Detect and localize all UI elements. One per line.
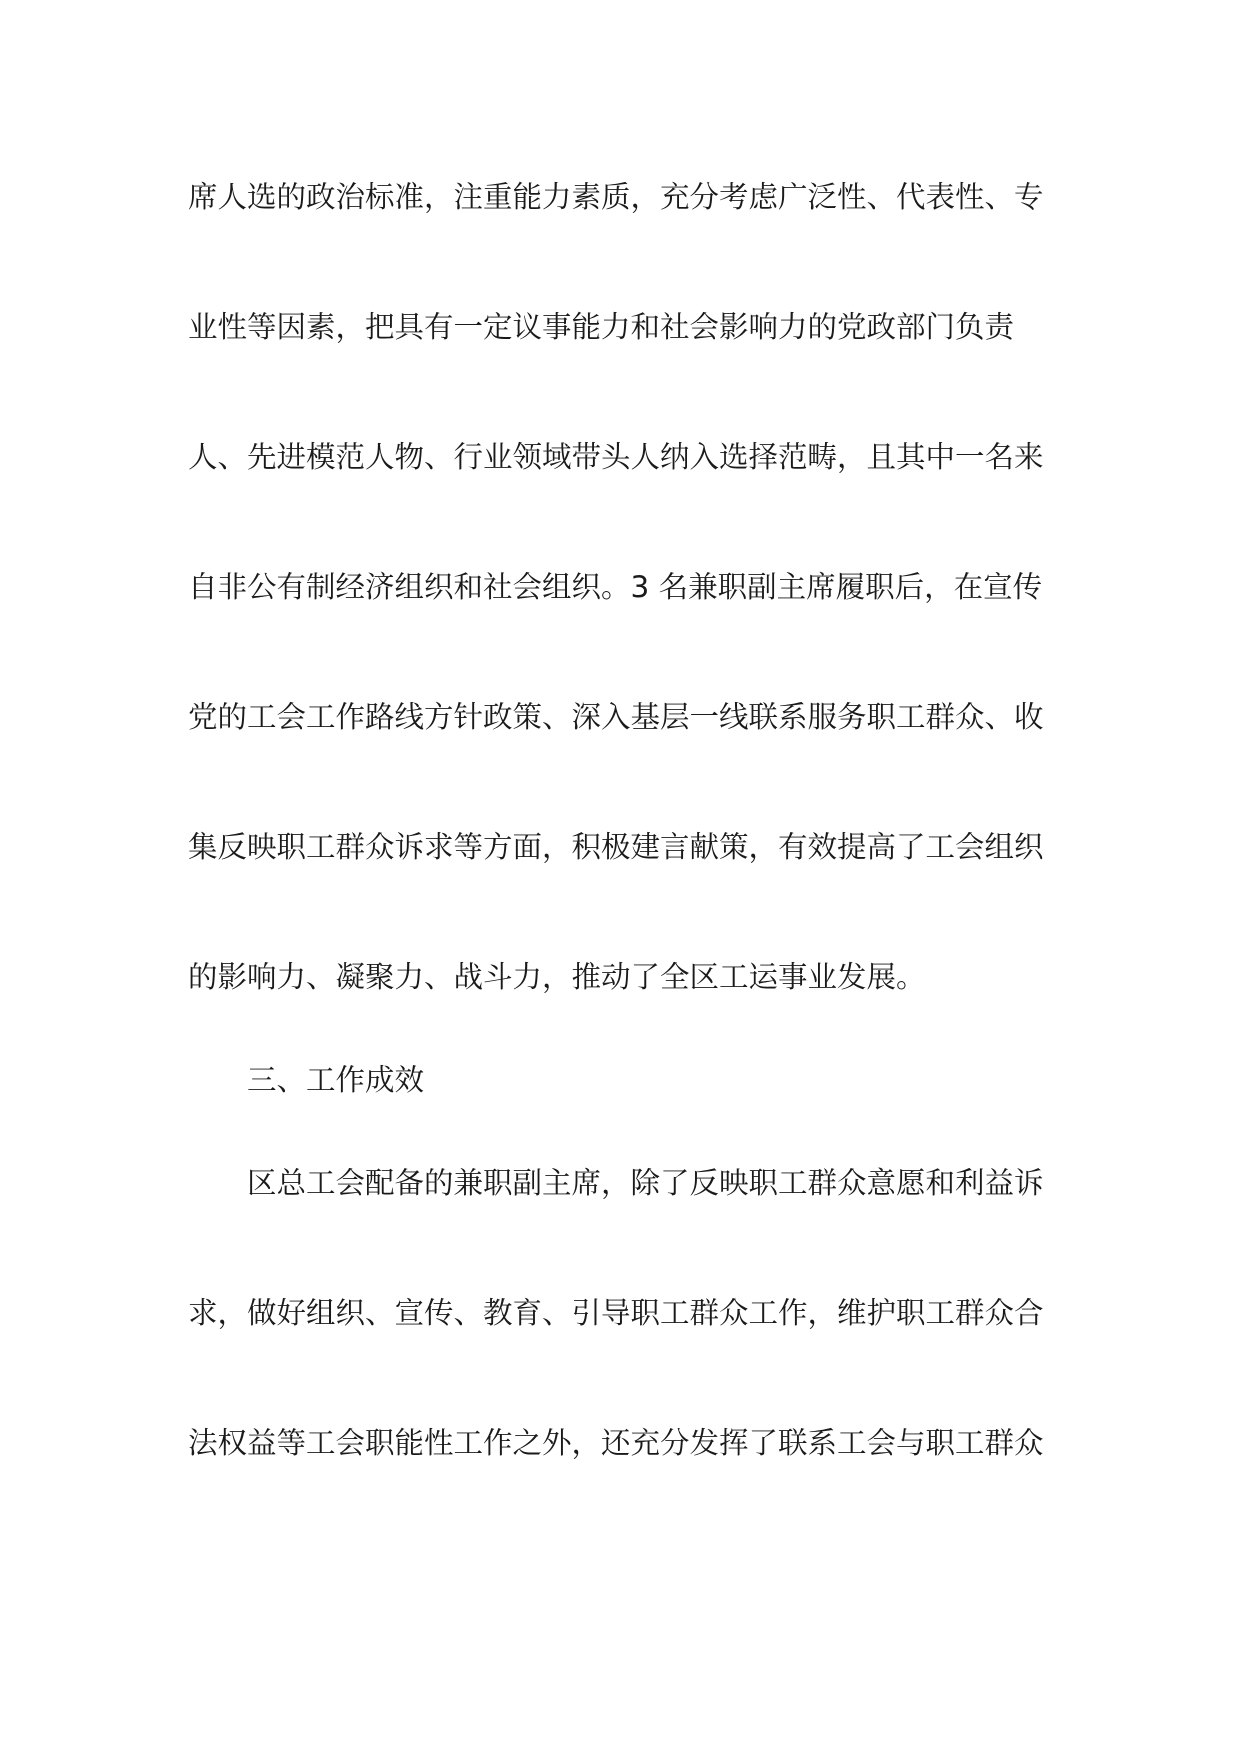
body-text-line: 求，做好组织、宣传、教育、引导职工群众工作，维护职工群众合 <box>188 1296 1044 1330</box>
body-text-line: 党的工会工作路线方针政策、深入基层一线联系服务职工群众、收 <box>188 700 1044 734</box>
body-text-line: 席人选的政治标准，注重能力素质，充分考虑广泛性、代表性、专 <box>188 180 1044 214</box>
body-text-line: 业性等因素，把具有一定议事能力和社会影响力的党政部门负责 <box>188 310 1015 344</box>
body-text-line: 人、先进模范人物、行业领域带头人纳入选择范畴，且其中一名来 <box>188 440 1044 474</box>
body-text-line: 集反映职工群众诉求等方面，积极建言献策，有效提高了工会组织 <box>188 830 1044 864</box>
body-text-line: 区总工会配备的兼职副主席，除了反映职工群众意愿和利益诉 <box>247 1166 1044 1200</box>
body-text-line: 自非公有制经济组织和社会组织。3 名兼职副主席履职后，在宣传 <box>188 570 1043 604</box>
body-text-line: 的影响力、凝聚力、战斗力，推动了全区工运事业发展。 <box>188 960 926 994</box>
section-heading: 三、工作成效 <box>247 1063 425 1097</box>
body-text-line: 法权益等工会职能性工作之外，还充分发挥了联系工会与职工群众 <box>188 1426 1044 1460</box>
